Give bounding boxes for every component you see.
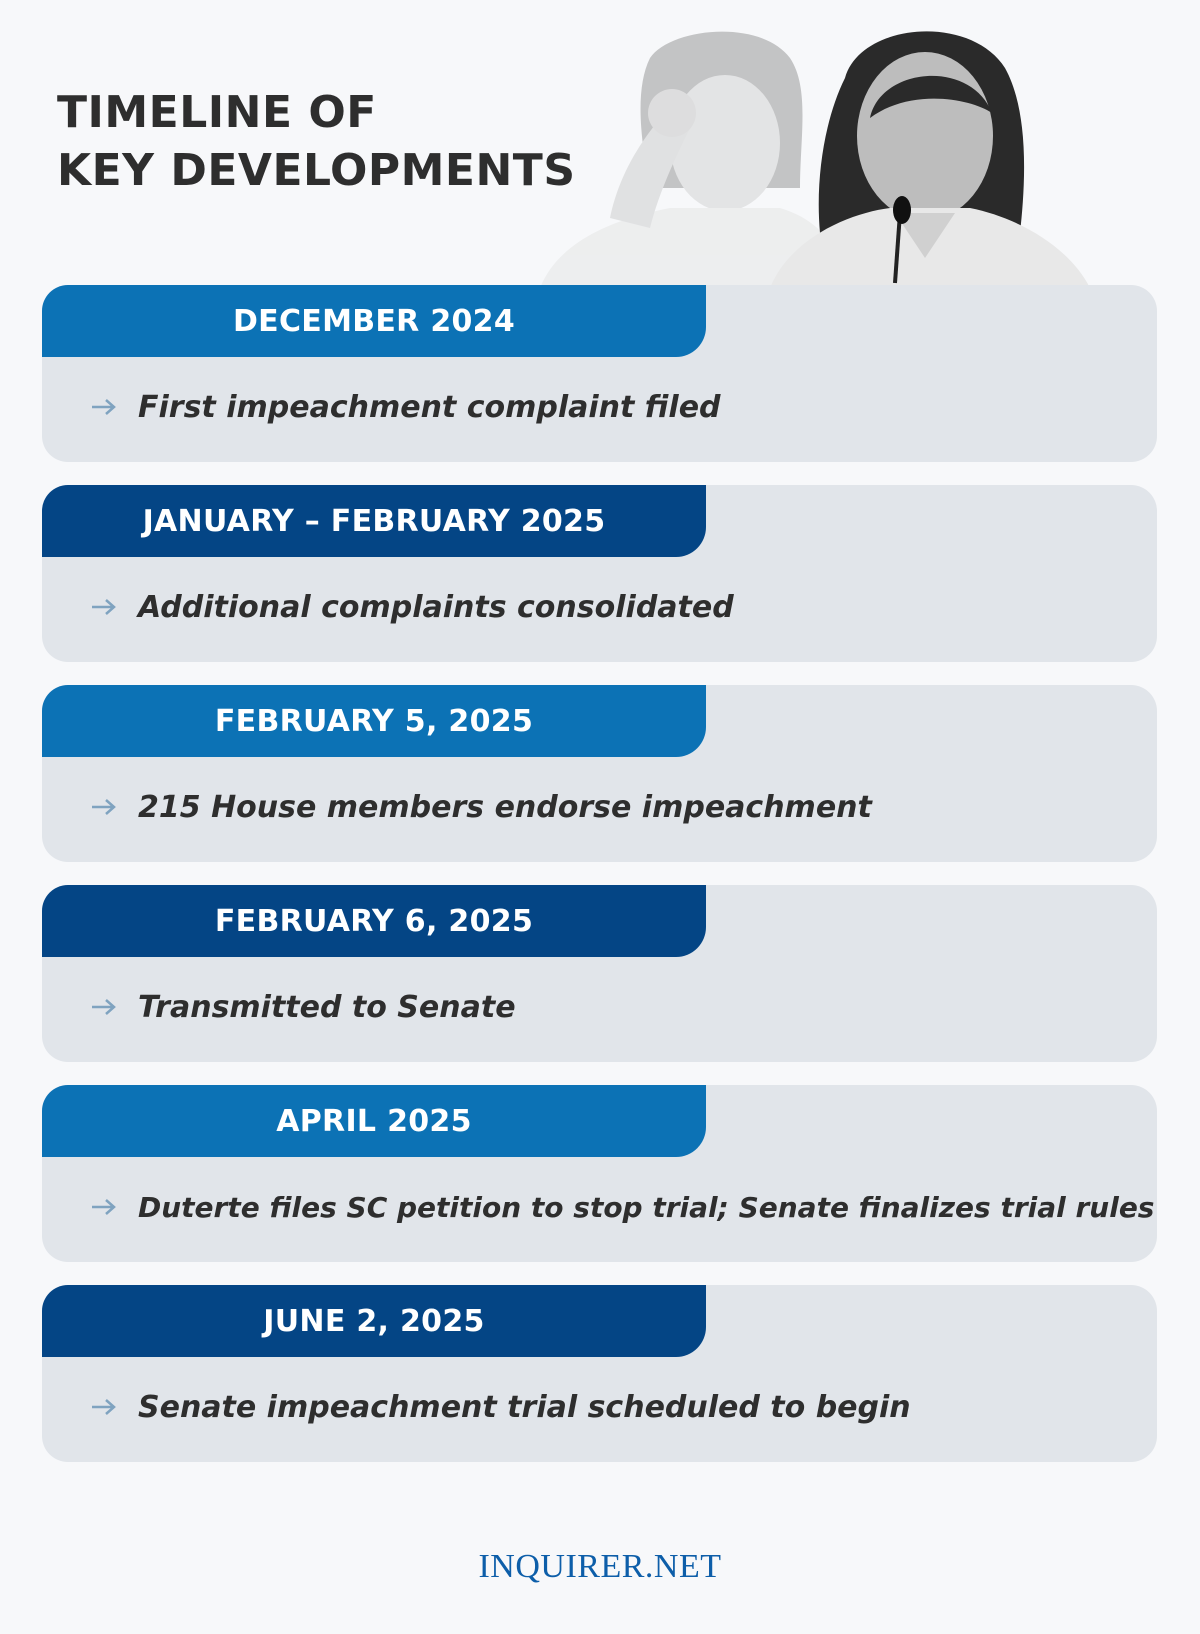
- timeline-date-header: [42, 1085, 706, 1157]
- timeline-description: Transmitted to Senate: [138, 989, 516, 1025]
- timeline-date: DECEMBER 2024: [232, 303, 516, 339]
- timeline-entry: [90, 1185, 1154, 1229]
- timeline-entry: [90, 985, 516, 1029]
- timeline-date: JUNE 2, 2025: [263, 1303, 485, 1339]
- title-line-1: TIMELINE OF: [57, 87, 377, 138]
- timeline-date: APRIL 2025: [276, 1103, 472, 1139]
- timeline-description: 215 House members endorse impeachment: [138, 789, 872, 825]
- timeline-date: JANUARY – FEBRUARY 2025: [142, 503, 606, 539]
- arrow-right-icon: [90, 1397, 118, 1417]
- timeline-item: [42, 685, 1157, 862]
- timeline-date-header: [42, 685, 706, 757]
- timeline-description: Senate impeachment trial scheduled to begin: [138, 1389, 911, 1425]
- timeline-description: Additional complaints consolidated: [138, 589, 734, 625]
- timeline-description: First impeachment complaint filed: [138, 389, 721, 425]
- arrow-right-icon: [90, 597, 118, 617]
- timeline-item: [42, 1085, 1157, 1262]
- arrow-right-icon: [90, 1197, 118, 1217]
- arrow-right-icon: [90, 797, 118, 817]
- timeline-description: Duterte files SC petition to stop trial; Senate finalizes trial rules: [138, 1190, 1155, 1224]
- timeline-item: [42, 285, 1157, 462]
- timeline-item: [42, 1285, 1157, 1462]
- timeline-date: FEBRUARY 5, 2025: [214, 703, 534, 739]
- timeline-date-header: [42, 1285, 706, 1357]
- title-line-2: KEY DEVELOPMENTS: [57, 145, 576, 196]
- timeline-entry: [90, 785, 872, 829]
- timeline-entry: [90, 585, 734, 629]
- timeline-date-header: [42, 485, 706, 557]
- timeline-date-header: [42, 285, 706, 357]
- timeline-date-header: [42, 885, 706, 957]
- timeline-date: FEBRUARY 6, 2025: [214, 903, 534, 939]
- arrow-right-icon: [90, 997, 118, 1017]
- page-title: [57, 84, 576, 200]
- timeline-entry: [90, 1385, 911, 1429]
- portrait-photo: [500, 18, 1140, 288]
- arrow-right-icon: [90, 397, 118, 417]
- timeline-item: [42, 485, 1157, 662]
- timeline-item: [42, 885, 1157, 1062]
- brand-logo: INQUIRER.NET: [478, 1548, 722, 1585]
- timeline-entry: [90, 385, 721, 429]
